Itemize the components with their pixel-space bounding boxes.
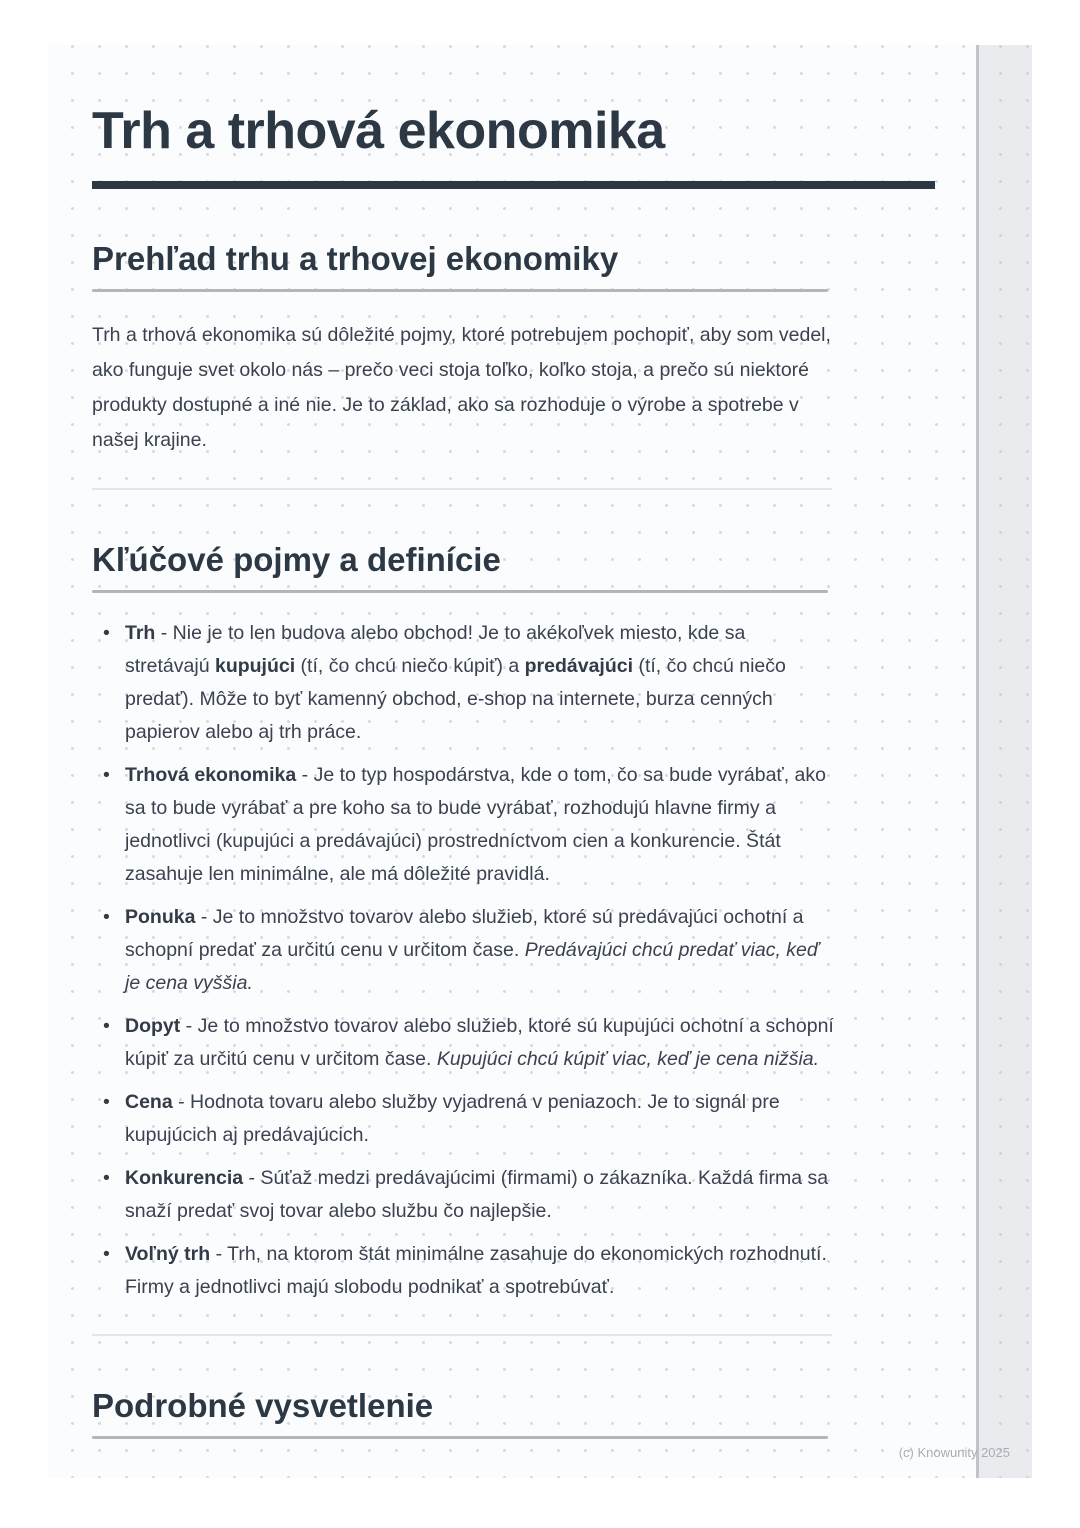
term-list-item bbox=[92, 901, 834, 1000]
section-title-overview: Prehľad trhu a trhovej ekonomiky bbox=[92, 240, 619, 277]
term-list-item bbox=[92, 617, 834, 749]
term-list-item bbox=[92, 1162, 834, 1228]
notes-page bbox=[48, 45, 1032, 1478]
section-title-detail: Podrobné vysvetlenie bbox=[92, 1387, 434, 1424]
bullet-marker: • bbox=[103, 1091, 110, 1113]
watermark: (c) Knowunity 2025 bbox=[898, 1445, 1010, 1460]
key-terms-list bbox=[92, 617, 834, 1304]
term-definition: Ponuka - Je to množstvo tovarov alebo služieb, ktoré sú predávajúci ochotní a schopní predať za určitú cenu v určitom čase. Predávajúci chcú predať viac, keď je cena vyššia. bbox=[125, 906, 820, 994]
term-definition: Voľný trh - Trh, na ktorom štát minimálne zasahuje do ekonomických rozhodnutí. Firmy a jednotlivci majú slobodu podnikať a spotrebúvať. bbox=[125, 1243, 827, 1298]
section-underline-key-terms bbox=[92, 590, 828, 593]
bullet-marker: • bbox=[103, 1015, 110, 1037]
term-definition: Konkurencia - Súťaž medzi predávajúcimi (firmami) o zákazníka. Každá firma sa snaží predať svoj tovar alebo službu čo najlepšie. bbox=[125, 1167, 829, 1222]
term-list-item bbox=[92, 1086, 834, 1152]
section-underline-detail bbox=[92, 1436, 828, 1439]
section-divider bbox=[92, 488, 832, 490]
bullet-marker: • bbox=[103, 622, 110, 644]
bullet-marker: • bbox=[103, 764, 110, 786]
term-definition: Trh - Nie je to len budova alebo obchod! Je to akékoľvek miesto, kde sa stretávajú kupujúci (tí, čo chcú niečo kúpiť) a predávajúci (tí, čo chcú niečo predať). Môže to byť kamenný obchod, e-shop na internete, burza cenných papierov alebo aj trh práce. bbox=[125, 622, 786, 743]
page-content bbox=[48, 45, 848, 1439]
page-edge-strip bbox=[976, 45, 1032, 1478]
title-underline-rule bbox=[92, 181, 935, 189]
bullet-marker: • bbox=[103, 1243, 110, 1265]
term-definition: Cena - Hodnota tovaru alebo služby vyjadrená v peniazoch. Je to signál pre kupujúcich aj predávajúcich. bbox=[125, 1091, 780, 1146]
term-list-item bbox=[92, 1238, 834, 1304]
term-list-item bbox=[92, 759, 834, 891]
bullet-marker: • bbox=[103, 1167, 110, 1189]
term-list-item bbox=[92, 1010, 834, 1076]
section-divider bbox=[92, 1334, 832, 1336]
bullet-marker: • bbox=[103, 906, 110, 928]
overview-paragraph: Trh a trhová ekonomika sú dôležité pojmy, ktoré potrebujem pochopiť, aby som vedel, ako funguje svet okolo nás – prečo veci stoja toľko, koľko stoja, a prečo sú niektoré produkty dostupné a iné nie. Je to základ, ako sa rozhoduje o výrobe a spotrebe v našej krajine. bbox=[92, 324, 831, 451]
term-definition: Dopyt - Je to množstvo tovarov alebo služieb, ktoré sú kupujúci ochotní a schopní kúpiť za určitú cenu v určitom čase. Kupujúci chcú kúpiť viac, keď je cena nižšia. bbox=[125, 1015, 834, 1070]
term-definition: Trhová ekonomika - Je to typ hospodárstva, kde o tom, čo sa bude vyrábať, ako sa to bude vyrábať a pre koho sa to bude vyrábať, rozhodujú hlavne firmy a jednotlivci (kupujúci a predávajúci) prostredníctvom cien a konkurencie. Štát zasahuje len minimálne, ale má dôležité pravidlá. bbox=[125, 764, 827, 885]
section-title-key-terms: Kľúčové pojmy a definície bbox=[92, 541, 501, 578]
section-underline-overview bbox=[92, 289, 828, 292]
page-title: Trh a trhová ekonomika bbox=[92, 102, 665, 160]
